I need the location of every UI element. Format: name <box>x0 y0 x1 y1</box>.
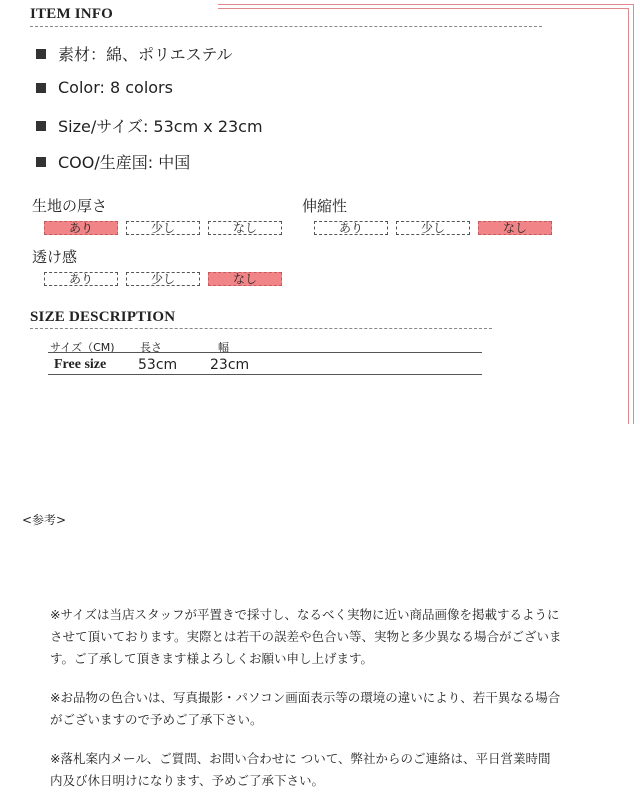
size-row-name: Free size <box>54 357 107 372</box>
info-coo-text: COO/生産国: 中国 <box>58 153 191 172</box>
thickness-label: 生地の厚さ <box>32 197 108 215</box>
note-color: ※お品物の色合いは、写真撮影・パソコン画面表示等の環境の違いにより、若干異なる場合がございますので予めご了承下さい。 <box>50 690 561 727</box>
stretch-option-nashi: なし <box>478 221 552 235</box>
note-contact: ※落札案内メール、ご質問、お問い合わせに ついて、弊社からのご連絡は、平日営業時間内及び休日明けになります、予めご了承下さい。 <box>50 751 551 788</box>
bullet-square-icon <box>36 121 46 131</box>
thickness-option-ari: あり <box>44 221 118 235</box>
info-coo <box>36 150 190 173</box>
decorative-frame-right-inner <box>628 8 629 424</box>
info-material <box>36 42 233 65</box>
size-description-divider <box>30 328 492 329</box>
size-row-width: 23cm <box>210 357 250 373</box>
item-info-divider <box>30 26 542 27</box>
size-row-rule <box>48 374 482 375</box>
sheerness-option-nashi: なし <box>208 272 282 286</box>
bullet-square-icon <box>36 49 46 59</box>
bullet-square-icon <box>36 157 46 167</box>
decorative-frame-right <box>633 4 634 424</box>
item-info-title: ITEM INFO <box>30 6 114 22</box>
size-row-length: 53cm <box>138 357 178 373</box>
thickness-option-sukoshi: 少し <box>126 221 200 235</box>
size-header-size: サイズ（CM) <box>50 341 115 354</box>
info-size-text: Size/サイズ: 53cm x 23cm <box>58 117 263 136</box>
sheerness-label: 透け感 <box>32 248 78 266</box>
reference-label: <参考> <box>22 513 67 527</box>
size-header-width: 幅 <box>218 341 229 354</box>
bullet-square-icon <box>36 83 46 93</box>
decorative-frame-top-inner <box>218 8 628 9</box>
thickness-option-nashi: なし <box>208 221 282 235</box>
sheerness-option-sukoshi: 少し <box>126 272 200 286</box>
stretch-option-sukoshi: 少し <box>396 221 470 235</box>
note-sizing: ※サイズは当店スタッフが平置きで採寸し、なるべく実物に近い商品画像を掲載するようにさせて頂いております。実際とは若干の誤差や色合い等、実物と多少異なる場合がございます。ご了承して頂きます様よろしくお願い申し上げます。 <box>50 607 562 666</box>
stretch-label: 伸縮性 <box>302 197 348 215</box>
size-header-rule <box>48 352 482 353</box>
info-material-text: 素材：綿、ポリエステル <box>58 45 233 64</box>
info-size <box>36 114 263 137</box>
stretch-option-ari: あり <box>314 221 388 235</box>
info-color <box>36 78 173 97</box>
size-header-length: 長さ <box>140 341 162 354</box>
size-description-title: SIZE DESCRIPTION <box>30 309 176 325</box>
info-color-text: Color: 8 colors <box>58 78 173 97</box>
sheerness-option-ari: あり <box>44 272 118 286</box>
decorative-frame-top <box>218 4 634 5</box>
